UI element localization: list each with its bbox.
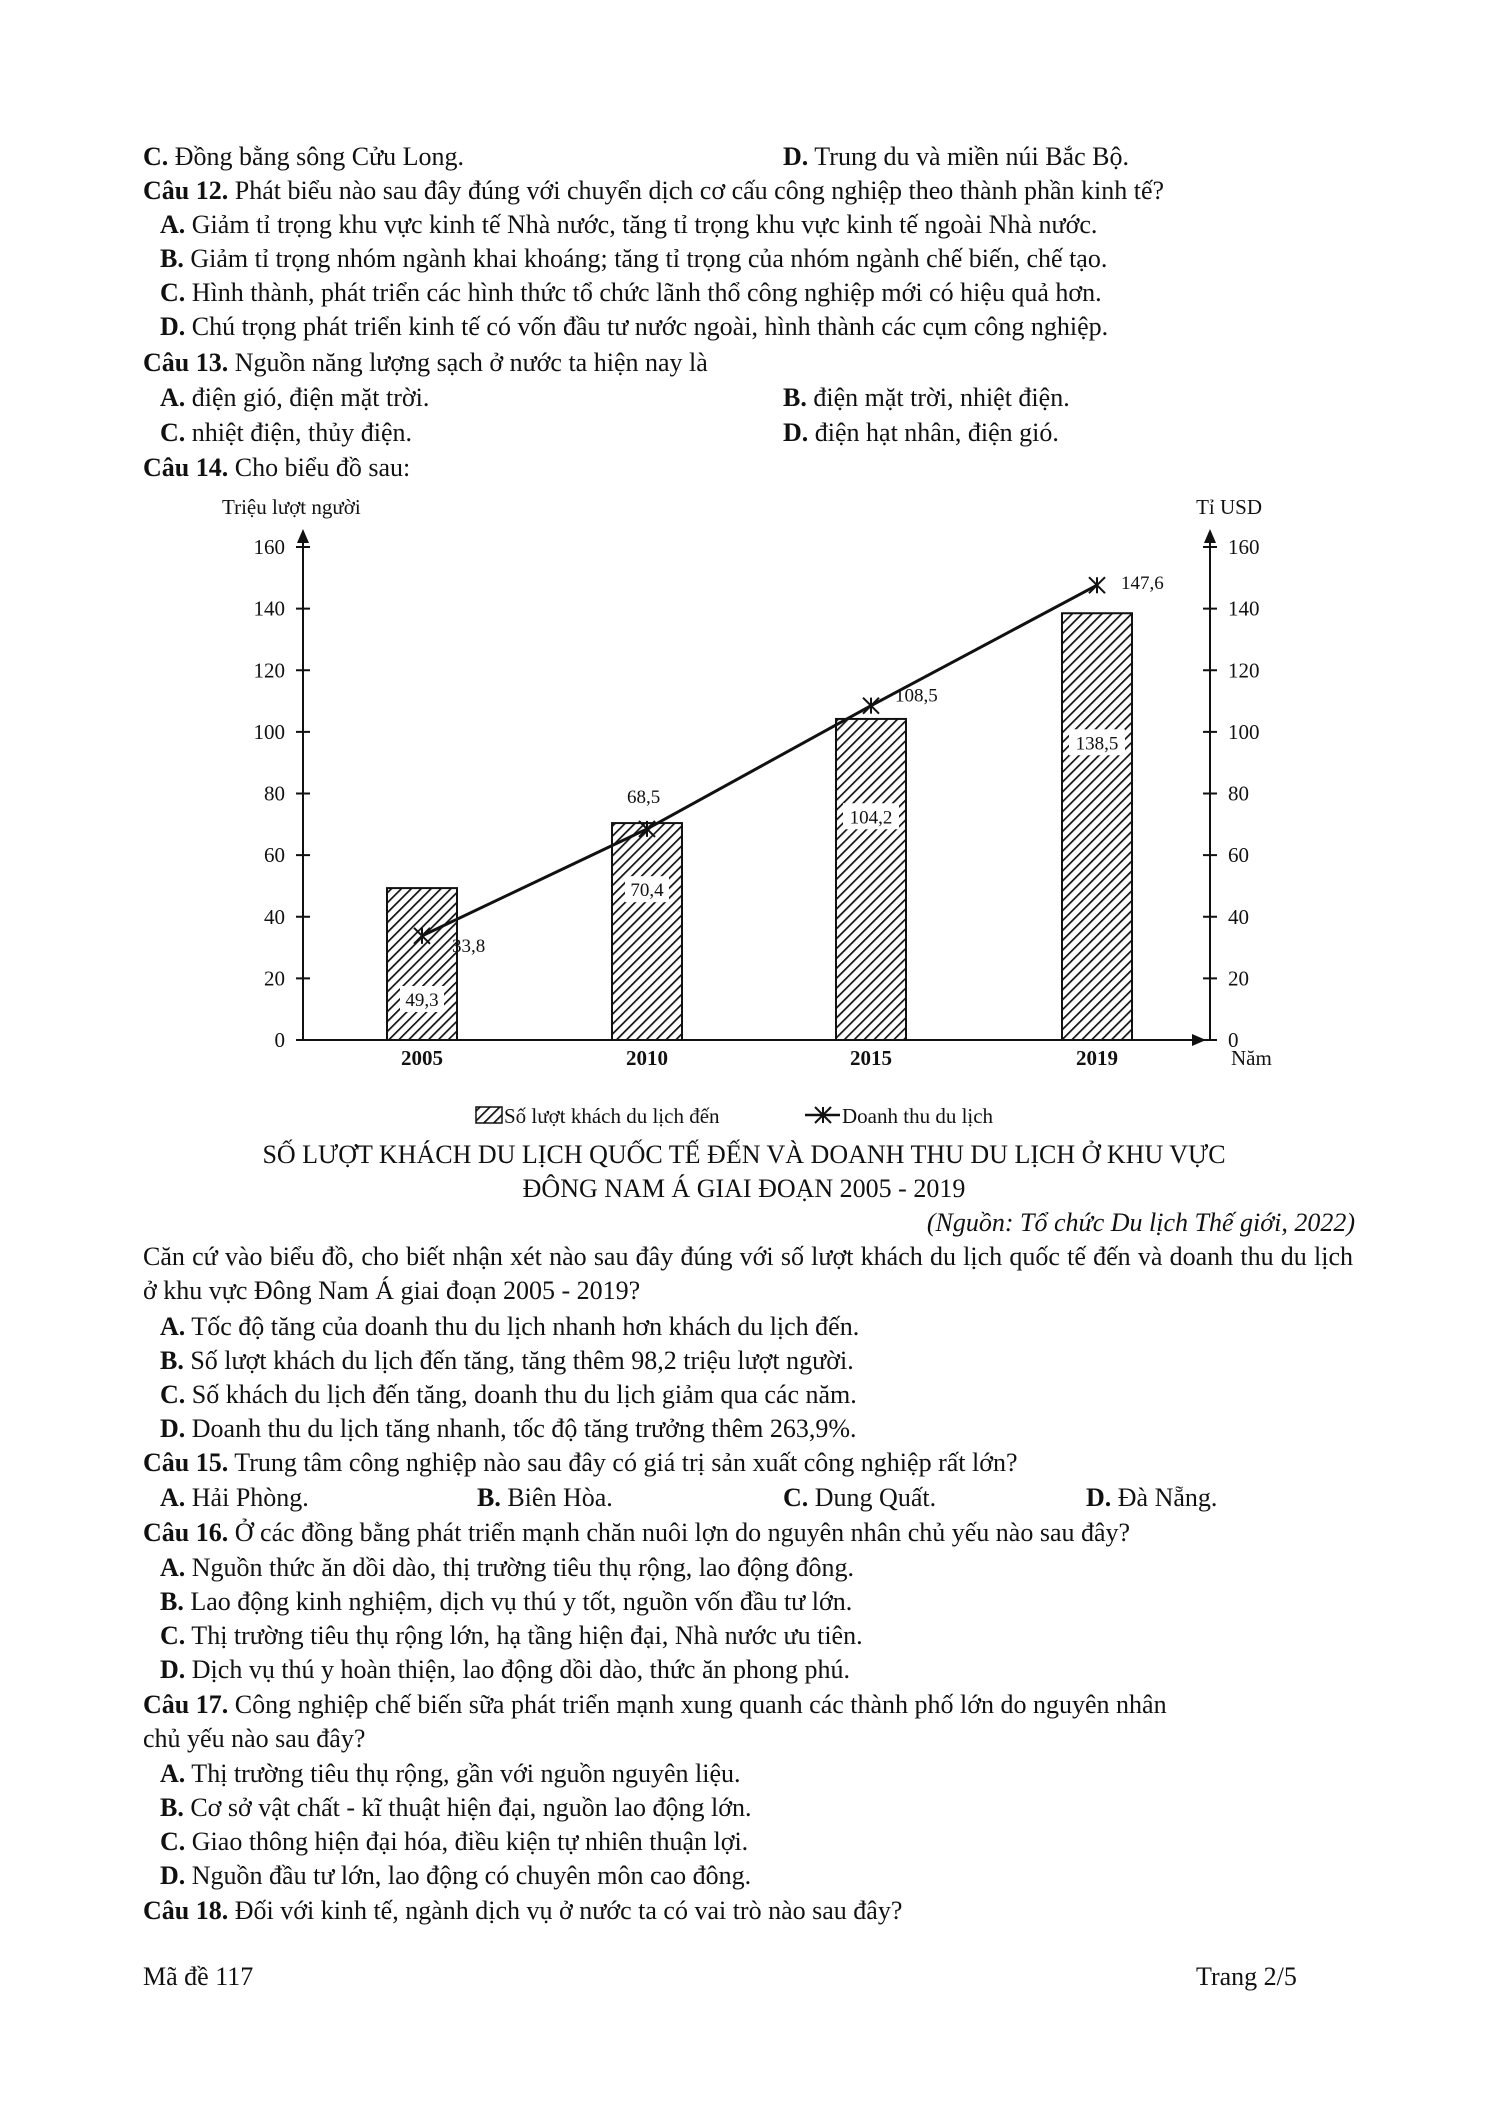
q17-option-d: D. Nguồn đầu tư lớn, lao động có chuyên môn cao đông. [160,1861,752,1890]
left-tick-label: 20 [264,966,285,991]
q14-option-c: C. Số khách du lịch đến tăng, doanh thu du lịch giảm qua các năm. [160,1380,857,1409]
q17-option-a: A. Thị trường tiêu thụ rộng, gần với nguồn nguyên liệu. [160,1759,741,1788]
q16-option-a: A. Nguồn thức ăn dồi dào, thị trường tiêu thụ rộng, lao động đông. [160,1553,855,1582]
bar-value-label: 104,2 [849,807,893,829]
right-tick-label: 0 [1228,1028,1239,1052]
right-tick-label: 40 [1228,904,1249,929]
left-tick-label: 120 [253,658,285,683]
q15-stem: Câu 15. Trung tâm công nghiệp nào sau đây có giá trị sản xuất công nghiệp rất lớn? [143,1448,1018,1477]
q17-stem-cont: chủ yếu nào sau đây? [143,1724,366,1753]
x-tick-label: 2019 [1076,1046,1118,1070]
legend-line-label: Doanh thu du lịch [842,1104,994,1128]
bar-value-label: 70,4 [630,880,664,902]
q13-option-a: A. điện gió, điện mặt trời. [160,383,430,412]
q13-option-d: D. điện hạt nhân, điện gió. [783,418,1059,447]
q15-option-d: D. Đà Nẵng. [1086,1483,1218,1512]
q13-option-b: B. điện mặt trời, nhiệt điện. [783,383,1070,412]
bar [1062,613,1132,1040]
q14-option-b: B. Số lượt khách du lịch đến tăng, tăng thêm 98,2 triệu lượt người. [160,1346,854,1375]
q17-option-b: B. Cơ sở vật chất - kĩ thuật hiện đại, nguồn lao động lớn. [160,1793,752,1822]
q17-option-c: C. Giao thông hiện đại hóa, điều kiện tự nhiên thuận lợi. [160,1827,749,1856]
x-tick-label: 2015 [850,1046,892,1070]
right-tick-label: 140 [1228,596,1260,621]
q12-option-c: C. Hình thành, phát triển các hình thức tổ chức lãnh thổ công nghiệp mới có hiệu quả hơn. [160,278,1102,307]
chart-caption-line2: ĐÔNG NAM Á GIAI ĐOẠN 2005 - 2019 [522,1174,966,1203]
revenue-value-label: 33,8 [452,935,486,957]
right-tick-label: 100 [1228,719,1260,744]
q16-option-c: C. Thị trường tiêu thụ rộng lớn, hạ tầng hiện đại, Nhà nước ưu tiên. [160,1621,863,1650]
q14-stem: Câu 14. Cho biểu đồ sau: [143,453,411,482]
q16-option-d: D. Dịch vụ thú y hoàn thiện, lao động dồi dào, thức ăn phong phú. [160,1655,850,1684]
tourism-chart [200,485,1330,1135]
q12-option-b: B. Giảm tỉ trọng nhóm ngành khai khoáng; tăng tỉ trọng của nhóm ngành chế biến, chế tạo. [160,244,1108,273]
q11-option-d: D. Trung du và miền núi Bắc Bộ. [783,142,1129,171]
left-tick-label: 60 [264,843,285,868]
revenue-point-marker [863,698,879,714]
left-tick-label: 40 [264,904,285,929]
q14-option-d: D. Doanh thu du lịch tăng nhanh, tốc độ tăng trưởng thêm 263,9%. [160,1414,857,1443]
right-tick-label: 60 [1228,843,1249,868]
bar-value-label: 138,5 [1075,733,1119,755]
revenue-point-marker [1089,577,1105,593]
q15-option-c: C. Dung Quất. [783,1483,937,1512]
bar [836,719,906,1040]
left-tick-label: 80 [264,781,285,806]
left-tick-label: 0 [274,1028,285,1052]
x-tick-label: 2010 [626,1046,668,1070]
left-tick-label: 100 [253,719,285,744]
page-number: Trang 2/5 [1196,1962,1297,1991]
x-axis-title: Năm [1231,1046,1272,1070]
q17-stem: Câu 17. Công nghiệp chế biến sữa phát triển mạnh xung quanh các thành phố lớn do nguyên nhân [143,1690,1167,1719]
left-tick-label: 160 [253,535,285,559]
revenue-value-label: 147,6 [1121,573,1164,595]
q18-stem: Câu 18. Đối với kinh tế, ngành dịch vụ ở nước ta có vai trò nào sau đây? [143,1896,903,1925]
exam-code: Mã đề 117 [143,1962,254,1991]
q13-stem: Câu 13. Nguồn năng lượng sạch ở nước ta hiện nay là [143,348,708,377]
q12-stem: Câu 12. Phát biểu nào sau đây đúng với chuyển dịch cơ cấu công nghiệp theo thành phần kinh tế? [143,176,1165,205]
right-axis-arrow [1204,529,1216,543]
revenue-value-label: 68,5 [627,786,661,808]
q11-option-c: C. Đồng bằng sông Cửu Long. [143,142,465,171]
bar [612,823,682,1040]
q12-option-a: A. Giảm tỉ trọng khu vực kinh tế Nhà nước, tăng tỉ trọng khu vực kinh tế ngoài Nhà nước. [160,210,1098,239]
q12-option-d: D. Chú trọng phát triển kinh tế có vốn đầu tư nước ngoài, hình thành các cụm công nghiệp. [160,312,1109,341]
chart-caption-line1: SỐ LƯỢT KHÁCH DU LỊCH QUỐC TẾ ĐẾN VÀ DOANH THU DU LỊCH Ở KHU VỰC [262,1140,1226,1169]
right-tick-label: 120 [1228,658,1260,683]
q16-stem: Câu 16. Ở các đồng bằng phát triển mạnh chăn nuôi lợn do nguyên nhân chủ yếu nào sau đây? [143,1518,1131,1547]
q16-option-b: B. Lao động kinh nghiệm, dịch vụ thú y tốt, nguồn vốn đầu tư lớn. [160,1587,853,1616]
right-tick-label: 160 [1228,535,1260,559]
q14-option-a: A. Tốc độ tăng của doanh thu du lịch nhanh hơn khách du lịch đến. [160,1312,860,1341]
left-tick-label: 140 [253,596,285,621]
legend-bar-label: Số lượt khách du lịch đến [504,1104,720,1128]
q15-option-b: B. Biên Hòa. [477,1483,613,1512]
left-axis-arrow [297,529,309,543]
bar [387,888,457,1040]
legend-bar-swatch [476,1107,502,1123]
bar-value-label: 49,3 [405,990,439,1011]
q13-option-c: C. nhiệt điện, thủy điện. [160,418,413,447]
x-tick-label: 2005 [401,1046,443,1070]
right-axis-title: Tỉ USD [1196,495,1262,519]
left-axis-title: Triệu lượt người [222,495,361,519]
right-tick-label: 80 [1228,781,1249,806]
q14-question: Căn cứ vào biểu đồ, cho biết nhận xét nào sau đây đúng với số lượt khách du lịch quốc tế đến và doanh thu du lịch ở khu vực Đông Nam Á giai đoạn 2005 - 2019? [143,1242,1353,1305]
revenue-value-label: 108,5 [895,685,938,707]
chart-source: (Nguồn: Tổ chức Du lịch Thế giới, 2022) [926,1208,1355,1237]
right-tick-label: 20 [1228,966,1249,991]
q15-option-a: A. Hải Phòng. [160,1483,309,1512]
revenue-line [422,585,1097,936]
